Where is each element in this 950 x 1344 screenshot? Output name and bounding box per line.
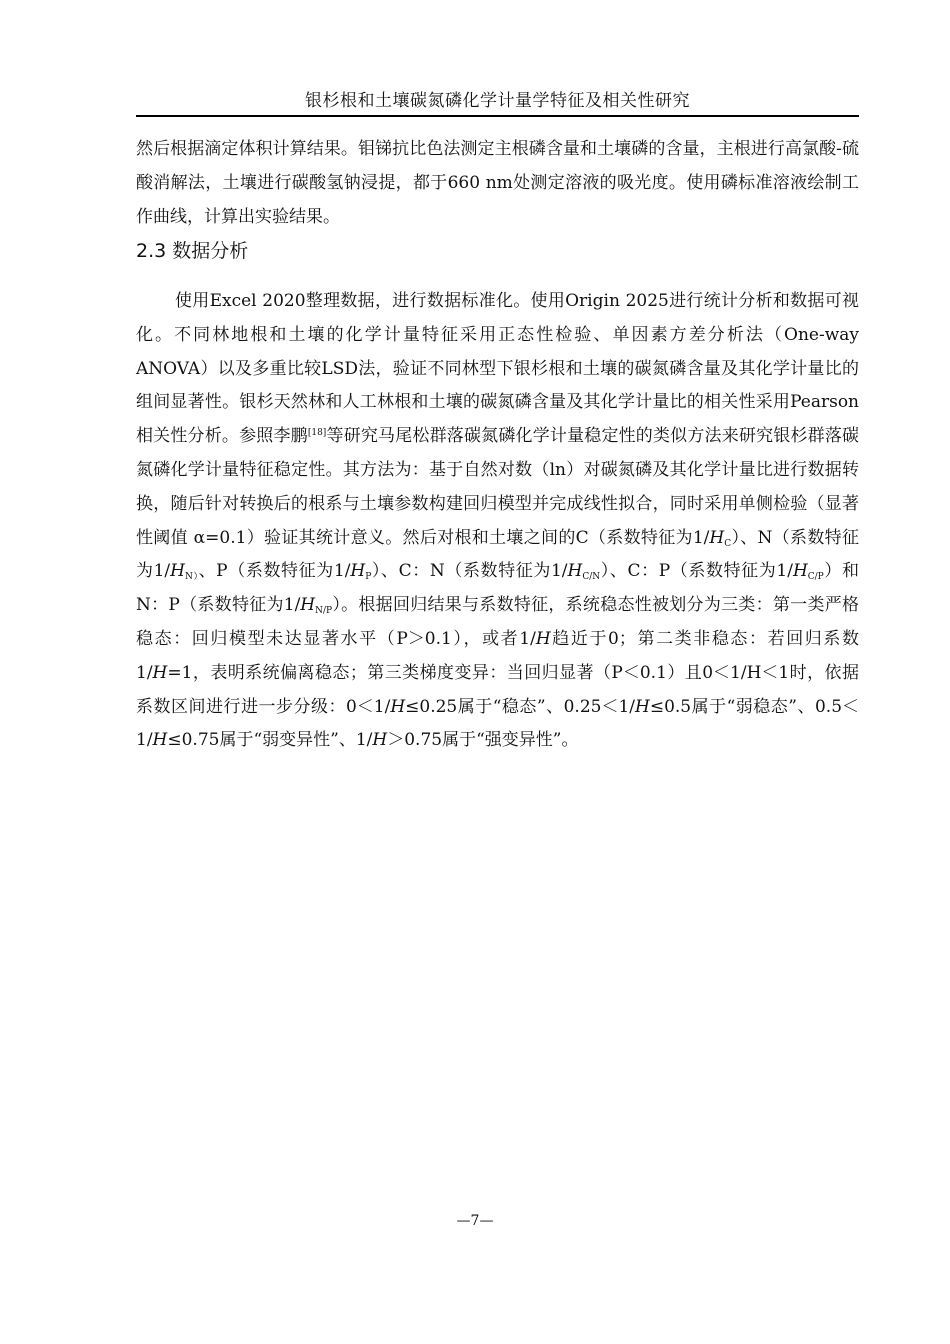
text-run: ）、C：N（系数特征为1/ bbox=[371, 561, 568, 582]
italic-h: H bbox=[152, 730, 168, 751]
text-run: ≤0.5属于“弱稳态”、0.5＜1/ bbox=[136, 696, 860, 751]
section-heading: 2.3 数据分析 bbox=[136, 240, 249, 262]
text-run: ）和N：P（系数特征为1/ bbox=[136, 561, 859, 616]
italic-h: H bbox=[350, 561, 366, 582]
text-run: 等研究马尾松群落碳氮磷化学计量稳定性的类似方法来研究银杉群落碳氮磷化学计量特征稳定性。其方法为：基于自然对数（ln）对碳氮磷及其化学计量比进行数据转换，随后针对转换后的根系与土壤参数构建回归模型并完成线性拟合，同时采用单侧检验（显著性阈值 α=0.1）验证其统计意义。然后对根和土壤之间的C（系数特征为1/ bbox=[136, 426, 860, 548]
text-run: ≤0.75属于“弱变异性”、1/ bbox=[167, 730, 373, 751]
italic-h: H bbox=[170, 561, 185, 582]
italic-h: H bbox=[792, 561, 808, 582]
italic-h: H bbox=[152, 662, 168, 683]
italic-h: H bbox=[567, 561, 583, 582]
header-rule bbox=[136, 115, 859, 117]
italic-h: H bbox=[300, 595, 316, 616]
paragraph-methods-end: 然后根据滴定体积计算结果。钼锑抗比色法测定主根磷含量和土壤磷的含量，主根进行高氯酸-硫酸消解法，土壤进行碳酸氢钠浸提，都于660 nm处测定溶液的吸光度。使用磷标准溶液绘制工作曲线，计算出实验结果。 bbox=[136, 139, 859, 227]
subscript-n: N） bbox=[184, 572, 199, 583]
text-run: 趋近于0；第二类非稳态：若回归系数1/ bbox=[136, 628, 859, 683]
paragraph-data-analysis bbox=[136, 285, 859, 758]
running-header: 银杉根和土壤碳氮磷化学计量学特征及相关性研究 bbox=[305, 91, 690, 111]
subscript-cn: C/N bbox=[582, 572, 601, 583]
italic-h: H bbox=[390, 696, 406, 717]
text-run: 、P（系数特征为1/ bbox=[198, 561, 351, 582]
italic-h: H bbox=[535, 628, 551, 649]
italic-h: H bbox=[372, 730, 388, 751]
subscript-np: N/P bbox=[315, 606, 333, 617]
italic-h: H bbox=[709, 527, 725, 548]
text-run: ）、C：P（系数特征为1/ bbox=[600, 561, 793, 582]
subscript-cp: C/P bbox=[807, 572, 824, 583]
text-run: ≤0.25属于“稳态”、0.25＜1/ bbox=[405, 696, 636, 717]
italic-h: H bbox=[635, 696, 650, 717]
subscript-p: P bbox=[365, 572, 372, 583]
text-run: ）、N（系数特征为1/ bbox=[136, 527, 859, 582]
text-run: =1，表明系统偏离稳态；第三类梯度变异：当回归显著（P＜0.1）且0＜1/H＜1时，依据系数区间进行进一步分级：0＜1/ bbox=[136, 662, 859, 717]
text-run: ）。根据回归结果与系数特征，系统稳态性被划分为三类：第一类严格稳态：回归模型未达显著水平（P＞0.1），或者1/ bbox=[136, 595, 859, 649]
subscript-c: C bbox=[724, 538, 732, 549]
text-run: ＞0.75属于“强变异性”。 bbox=[387, 730, 579, 751]
page-number: —7— bbox=[456, 1213, 494, 1229]
text-run: 使用Excel 2020整理数据，进行数据标准化。使用Origin 2025进行统计分析和数据可视化。不同林地根和土壤的化学计量特征采用正态性检验、单因素方差分析法（One-way ANOVA）以及多重比较LSD法，验证不同林型下银杉根和土壤的碳氮磷含量及其化学计量比的组间显著性。银杉天然林和人工林根和土壤的碳氮磷含量及其化学计量比的相关性采用Pearson相关性分析。参照李鹏 bbox=[136, 291, 859, 447]
citation-ref: [18] bbox=[307, 428, 327, 439]
